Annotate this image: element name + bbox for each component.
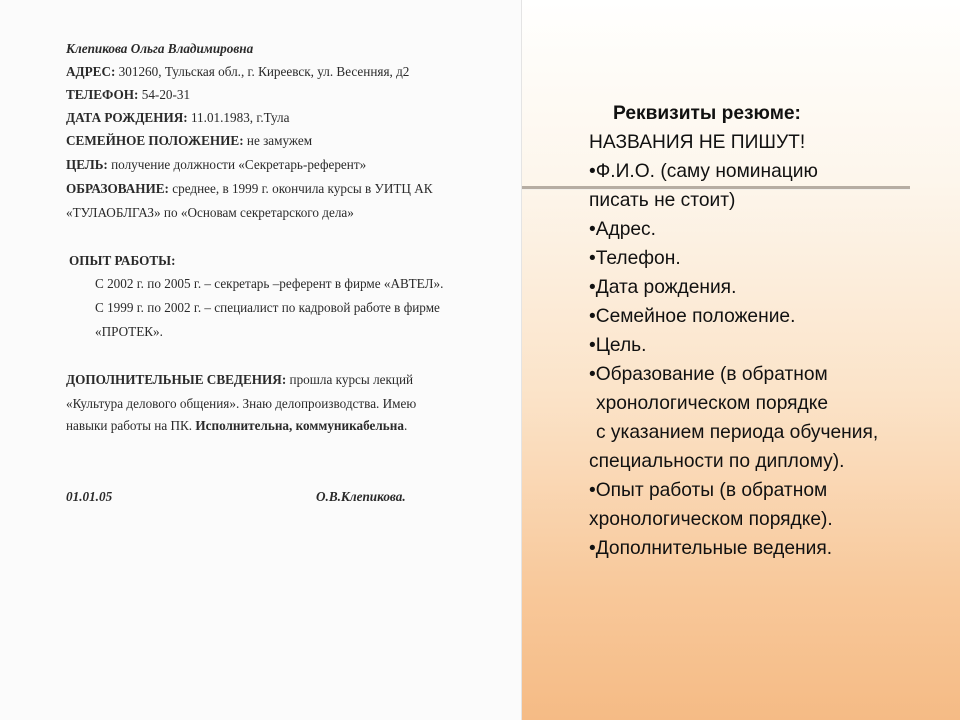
family-value: не замужем: [243, 133, 313, 148]
education-label: ОБРАЗОВАНИЕ:: [66, 181, 169, 196]
address-label: АДРЕС:: [66, 64, 116, 79]
resume-birth: [66, 110, 289, 126]
resume-date: 01.01.05: [66, 489, 113, 504]
notes-line: •Семейное положение.: [589, 306, 796, 327]
extra-label: ДОПОЛНИТЕЛЬНЫЕ СВЕДЕНИЯ:: [66, 372, 287, 387]
resume-extra-cont-1: «Культура делового общения». Знаю делопроизводства. Имею: [66, 396, 417, 411]
notes-line: с указанием периода обучения,: [596, 422, 879, 443]
resume-address: [66, 64, 409, 80]
notes-line: специальности по диплому).: [589, 451, 845, 472]
notes-line: •Адрес.: [589, 219, 656, 240]
resume-extra: [66, 372, 413, 388]
notes-line: хронологическом порядке: [596, 393, 829, 414]
birth-value: 11.01.1983, г.Тула: [187, 110, 290, 125]
resume-phone: [66, 87, 190, 103]
resume-extra-cont-2: [66, 418, 407, 434]
notes-subtitle: НАЗВАНИЯ НЕ ПИШУТ!: [589, 132, 806, 153]
resume-goal: [66, 157, 366, 173]
requisites-notes: [589, 99, 957, 563]
notes-line: писать не стоит): [589, 190, 736, 211]
notes-line: •Ф.И.О. (саму номинацию: [589, 161, 818, 182]
extra-value: прошла курсы лекций: [286, 372, 414, 387]
family-label: СЕМЕЙНОЕ ПОЛОЖЕНИЕ:: [66, 133, 244, 148]
resume-name: Клепикова Ольга Владимировна: [66, 41, 254, 56]
notes-line: хронологическом порядке).: [589, 509, 833, 530]
experience-item-1: С 2002 г. по 2005 г. – секретарь –референт в фирме «АВТЕЛ».: [95, 276, 444, 291]
goal-value: получение должности «Секретарь-референт»: [107, 157, 367, 172]
experience-item-2: С 1999 г. по 2002 г. – специалист по кадровой работе в фирме: [95, 300, 440, 315]
education-value: среднее, в 1999 г. окончила курсы в УИТЦ АК: [168, 181, 433, 196]
phone-label: ТЕЛЕФОН:: [66, 87, 139, 102]
resume-family: [66, 133, 312, 149]
address-value: 301260, Тульская обл., г. Киреевск, ул. Весенняя, д2: [115, 64, 410, 79]
resume-signature: О.В.Клепикова.: [316, 489, 406, 504]
extra-end: .: [403, 418, 408, 433]
notes-line: •Образование (в обратном: [589, 364, 828, 385]
resume-education: [66, 181, 433, 197]
notes-line: •Телефон.: [589, 248, 681, 269]
notes-title: Реквизиты резюме:: [613, 103, 801, 124]
phone-value: 54-20-31: [138, 87, 191, 102]
notes-line: •Опыт работы (в обратном: [589, 480, 828, 501]
experience-item-2-cont: «ПРОТЕК».: [95, 324, 163, 339]
notes-line: •Дополнительные ведения.: [589, 538, 833, 559]
notes-line: •Дата рождения.: [589, 277, 737, 298]
resume-education-cont: «ТУЛАОБЛГАЗ» по «Основам секретарского дела»: [66, 205, 354, 220]
extra-bold: Исполнительна, коммуникабельна: [195, 418, 404, 433]
goal-label: ЦЕЛЬ:: [66, 157, 108, 172]
notes-line: •Цель.: [589, 335, 647, 356]
experience-heading: ОПЫТ РАБОТЫ:: [69, 253, 176, 268]
birth-label: ДАТА РОЖДЕНИЯ:: [66, 110, 188, 125]
extra-plain: навыки работы на ПК.: [66, 418, 196, 433]
